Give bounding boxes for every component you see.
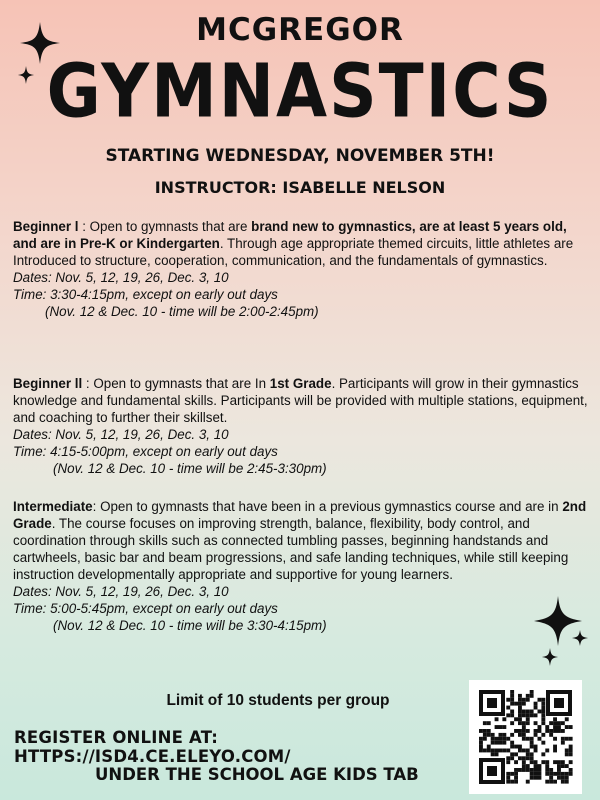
register-link-text[interactable]: REGISTER ONLINE AT: HTTPS://ISD4.CE.ELEYO.COM/ (14, 728, 291, 766)
section-name: Intermediate (13, 499, 93, 514)
register-tab-note: UNDER THE SCHOOL AGE KIDS TAB (95, 765, 419, 784)
section-dates: Dates: Nov. 5, 12, 19, 26, Dec. 3, 10 (13, 270, 229, 285)
title-top: MCGREGOR (196, 12, 404, 48)
section-description: Intermediate: Open to gymnasts that have been in a previous gymnastics course and are in 2nd Grade. The course focuses on improving strength, balance, flexibility, body control, and coordination through skills such as connected tumbling passes, beginning handstands and cartwheels, basic bar and beam progressions, and safe landing techniques, while still keeping instruction developmentally appropriate and supportive for young learners. (13, 499, 587, 582)
section-time: Time: 3:30-4:15pm, except on early out days (13, 287, 278, 302)
section-early-out: (Nov. 12 & Dec. 10 - time will be 3:30-4:15pm) (53, 618, 327, 633)
section-intermediate (13, 498, 593, 634)
page-title: GYMNASTICS (46, 48, 554, 135)
qr-code-icon (469, 680, 582, 794)
qr-code[interactable] (469, 680, 582, 794)
section-dates: Dates: Nov. 5, 12, 19, 26, Dec. 3, 10 (13, 584, 229, 599)
section-time: Time: 5:00-5:45pm, except on early out days (13, 601, 278, 616)
section-name: Beginner ll (13, 376, 83, 391)
section-beginner-2 (13, 375, 593, 477)
instructor-line: INSTRUCTOR: ISABELLE NELSON (154, 178, 446, 197)
section-dates: Dates: Nov. 5, 12, 19, 26, Dec. 3, 10 (13, 427, 229, 442)
section-description: Beginner l : Open to gymnasts that are brand new to gymnastics, are at least 5 years old, and are in Pre-K or Kindergarten. Through age appropriate themed circuits, little athletes are Introduced to structure, cooperation, communication, and the fundamentals of gymnastics. (13, 219, 574, 268)
section-beginner-1 (13, 218, 593, 320)
section-early-out: (Nov. 12 & Dec. 10 - time will be 2:00-2:45pm) (45, 304, 319, 319)
section-early-out: (Nov. 12 & Dec. 10 - time will be 2:45-3:30pm) (53, 461, 327, 476)
section-time: Time: 4:15-5:00pm, except on early out days (13, 444, 278, 459)
section-description: Beginner ll : Open to gymnasts that are In 1st Grade. Participants will grow in their gymnastics knowledge and fundamental skills. Participants will be provided with multiple stations, equipment, and coaching to further their skillset. (13, 376, 588, 425)
section-name: Beginner l (13, 219, 79, 234)
start-date-line: STARTING WEDNESDAY, NOVEMBER 5TH! (105, 146, 495, 166)
group-limit-note: Limit of 10 students per group (166, 692, 390, 709)
